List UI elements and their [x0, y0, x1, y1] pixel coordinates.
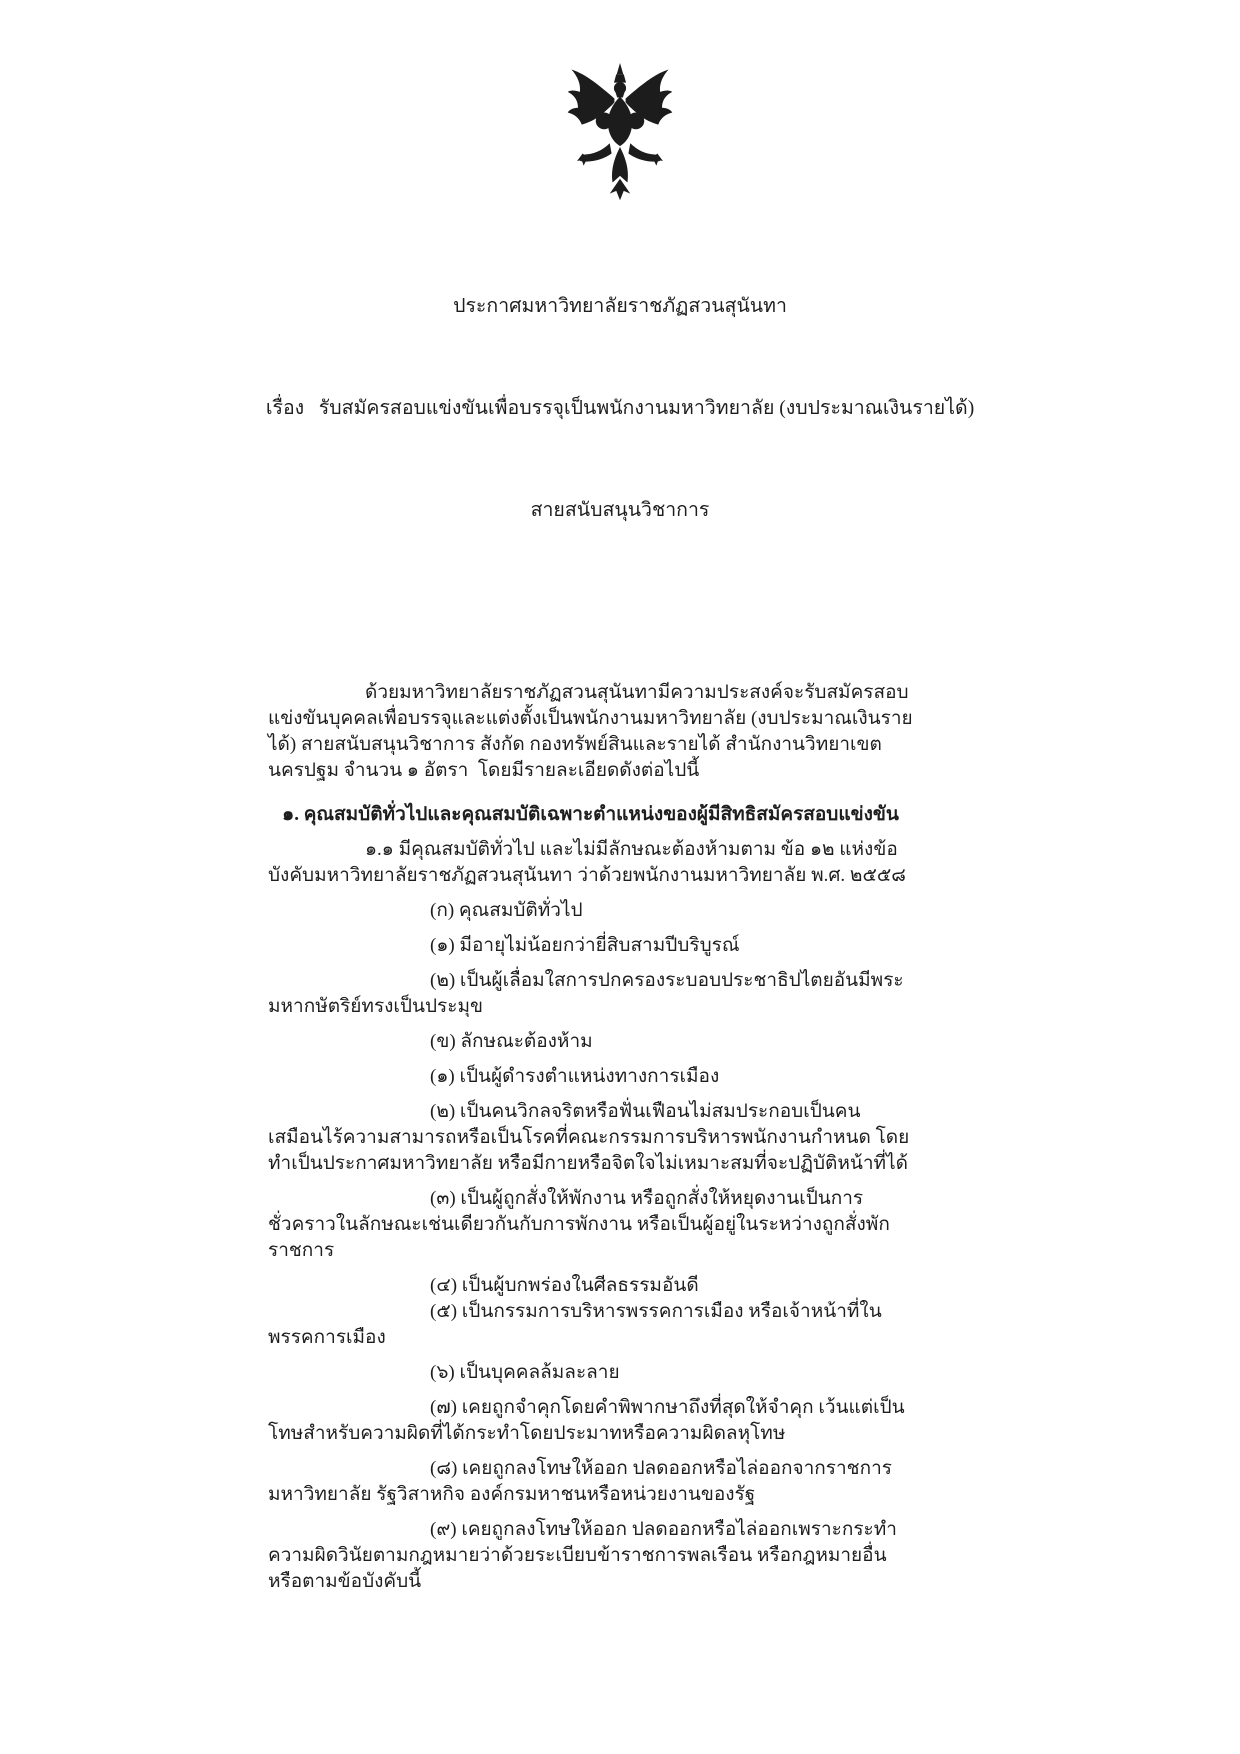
subject-line: เรื่อง รับสมัครสอบแข่งขันเพื่อบรรจุเป็นพนักงานมหาวิทยาลัย (งบประมาณเงินรายได้): [265, 398, 975, 419]
paragraph: ๑. คุณสมบัติทั่วไปและคุณสมบัติเฉพาะตำแหน่งของผู้มีสิทธิสมัครสอบแข่งขัน: [282, 804, 899, 825]
paragraph: (๔) เป็นผู้บกพร่องในศีลธรรมอันดี: [430, 1275, 699, 1296]
paragraph: (๑) มีอายุไม่น้อยกว่ายี่สิบสามปีบริบูรณ์: [430, 935, 740, 956]
paragraph: (๘) เคยถูกลงโทษให้ออก ปลดออกหรือไล่ออกจากราชการ มหาวิทยาลัย รัฐวิสาหกิจ องค์กรมหาชนหรือหน่วยงานของรัฐ: [268, 1458, 897, 1505]
paragraph: (๑) เป็นผู้ดำรงตำแหน่งทางการเมือง: [430, 1066, 720, 1087]
paragraph: (๙) เคยถูกลงโทษให้ออก ปลดออกหรือไล่ออกเพราะกระทำความผิดวินัยตามกฎหมายว่าด้วยระเบียบข้าราชการพลเรือน หรือกฎหมายอื่น หรือตามข้อบังคับนี้: [268, 1519, 897, 1592]
paragraph: ๑.๑ มีคุณสมบัติทั่วไป และไม่มีลักษณะต้องห้ามตาม ข้อ ๑๒ แห่งข้อบังคับมหาวิทยาลัยราชภัฏสวนสุนันทา ว่าด้วยพนักงานมหาวิทยาลัย พ.ศ. ๒๕๕๘: [268, 839, 906, 886]
paragraph: (๒) เป็นคนวิกลจริตหรือฟั่นเฟือนไม่สมประกอบเป็นคนเสมือนไร้ความสามารถหรือเป็นโรคที่คณะกรรมการบริหารพนักงานกำหนด โดยทำเป็นประกาศมหาวิทยาลัย หรือมีกายหรือจิตใจไม่เหมาะสมที่จะปฏิบัติหน้าที่ได้: [268, 1101, 910, 1174]
paragraph: (๓) เป็นผู้ถูกสั่งให้พักงาน หรือถูกสั่งให้หยุดงานเป็นการชั่วคราวในลักษณะเช่นเดียวกันกับการพักงาน หรือเป็นผู้อยู่ในระหว่างถูกสั่งพักราชการ: [268, 1188, 890, 1261]
body-paragraphs: [268, 680, 913, 1595]
paragraph: (๖) เป็นบุคคลล้มละลาย: [430, 1362, 620, 1383]
paragraph: (๕) เป็นกรรมการบริหารพรรคการเมือง หรือเจ้าหน้าที่ในพรรคการเมือง: [268, 1301, 882, 1348]
category-line: สายสนับสนุนวิชาการ: [530, 500, 710, 521]
paragraph: (ก) คุณสมบัติทั่วไป: [430, 900, 583, 921]
announcement-title: ประกาศมหาวิทยาลัยราชภัฏสวนสุนันทา: [453, 296, 787, 317]
document-header: [0, 222, 1240, 596]
paragraph: ด้วยมหาวิทยาลัยราชภัฏสวนสุนันทามีความประสงค์จะรับสมัครสอบแข่งขันบุคคลเพื่อบรรจุและแต่งตั้งเป็นพนักงานมหาวิทยาลัย (งบประมาณเงินรายได้) สายสนับสนุนวิชาการ สังกัด กองทรัพย์สินและรายได้ สำนักงานวิทยาเขตนครปฐม จำนวน ๑ อัตรา โดยมีรายละเอียดดังต่อไปนี้: [268, 682, 913, 781]
paragraph: (ข) ลักษณะต้องห้าม: [430, 1031, 593, 1052]
paragraph: (๗) เคยถูกจำคุกโดยคำพิพากษาถึงที่สุดให้จำคุก เว้นแต่เป็นโทษสำหรับความผิดที่ได้กระทำโดยประมาทหรือความผิดลหุโทษ: [268, 1397, 905, 1444]
garuda-emblem-icon: [564, 62, 676, 204]
paragraph: (๒) เป็นผู้เลื่อมใสการปกครองระบอบประชาธิปไตยอันมีพระมหากษัตริย์ทรงเป็นประมุข: [268, 970, 904, 1017]
